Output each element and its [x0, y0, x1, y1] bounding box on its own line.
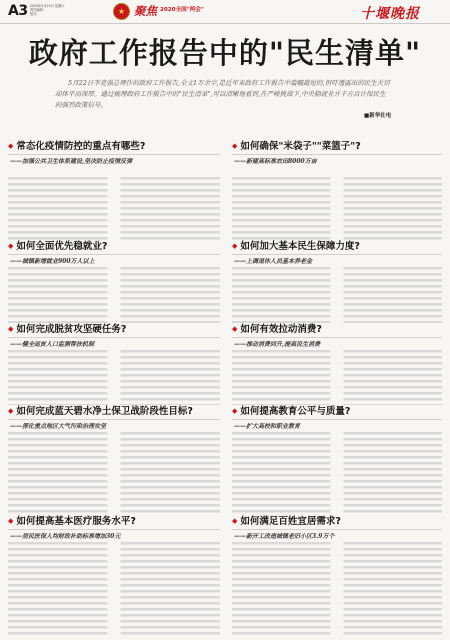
article-consumption [232, 323, 442, 405]
diamond-bullet-icon: ◆ [8, 142, 14, 150]
party-emblem-icon: ★ [113, 3, 130, 20]
article-epidemic-control [8, 140, 220, 240]
article-subtitle: ——加强公共卫生体系建设,坚决防止疫情反弹 [10, 158, 133, 165]
banner-sub: 2020全国"两会" [160, 7, 204, 13]
article-title [232, 515, 442, 528]
article-education [232, 405, 442, 515]
article-title [232, 323, 442, 336]
article-title [8, 140, 220, 153]
title-rule [232, 254, 442, 255]
page-code: A3 [8, 3, 28, 19]
newspaper-logo: 十堰晚报 [360, 6, 420, 22]
title-rule [8, 529, 220, 530]
article-title-text: 如何完成脱贫攻坚硬任务? [16, 324, 127, 335]
article-title-text: 如何满足百姓宜居需求? [240, 516, 341, 527]
title-rule [8, 154, 220, 155]
article-title-text: 如何提高基本医疗服务水平? [16, 516, 136, 527]
article-food-supply [232, 140, 442, 240]
title-rule [8, 337, 220, 338]
article-body-text [8, 177, 220, 240]
article-title-text: 如何有效拉动消费? [240, 324, 322, 335]
diamond-bullet-icon: ◆ [232, 242, 238, 250]
article-subtitle: ——推动消费回升,提高民生消费 [234, 341, 321, 348]
diamond-bullet-icon: ◆ [8, 407, 14, 415]
title-rule [8, 254, 220, 255]
article-subtitle: ——扩大高校和职业教育 [234, 423, 301, 430]
page-headline: 政府工作报告中的"民生清单" [28, 36, 422, 70]
banner-main: 聚焦 [134, 4, 157, 18]
article-subtitle: ——居民医保人均财政补助标准增加30元 [10, 533, 121, 540]
article-body-text [232, 267, 442, 323]
lead-paragraph: 5月22日李克强总理作的政府工作报告,全文1万余字,是近年来政府工作报告中篇幅最短的,但吁透露出的民生关切却体平而深厚。通过梳理政府工作报告中的"民生清单",可以清晰地看到,在严峻挑战下,中央稳就业并千方百计保民生的强烈政策信号。 [55, 79, 390, 109]
article-title [8, 405, 220, 418]
article-body-text [232, 350, 442, 405]
article-title [8, 515, 220, 528]
article-body-text [232, 542, 442, 635]
article-employment [8, 240, 220, 323]
diamond-bullet-icon: ◆ [232, 142, 238, 150]
article-body-text [8, 432, 220, 515]
layout-line: 版式: [30, 12, 38, 17]
article-poverty [8, 323, 220, 405]
title-rule [232, 337, 442, 338]
article-title-text: 如何提高教育公平与质量? [240, 406, 351, 417]
article-title [8, 323, 220, 336]
article-subtitle: ——深化重点地区大气污染治理攻坚 [10, 423, 107, 430]
article-body-text [232, 432, 442, 515]
article-body-text [8, 267, 220, 323]
diamond-bullet-icon: ◆ [232, 325, 238, 333]
editor-line: 责任编辑: [30, 8, 44, 13]
article-title [232, 405, 442, 418]
article-subtitle: ——健全返贫人口监测帮扶机制 [10, 341, 95, 348]
diamond-bullet-icon: ◆ [8, 325, 14, 333]
title-rule [232, 154, 442, 155]
article-title [232, 240, 442, 253]
diamond-bullet-icon: ◆ [232, 517, 238, 525]
article-title-text: 常态化疫情防控的重点有哪些? [16, 141, 146, 152]
title-rule [232, 419, 442, 420]
article-title [8, 240, 220, 253]
article-title [232, 140, 442, 153]
article-body-text [8, 350, 220, 405]
title-rule [8, 419, 220, 420]
article-title-text: 如何完成蓝天碧水净土保卫战阶段性目标? [16, 406, 193, 417]
article-subtitle: ——上调退休人员基本养老金 [234, 258, 313, 265]
article-subtitle: ——城镇新增就业900万人以上 [10, 258, 95, 265]
article-medical [8, 515, 220, 635]
article-title-text: 如何全面优先稳就业? [16, 241, 108, 252]
article-housing [232, 515, 442, 635]
diamond-bullet-icon: ◆ [8, 517, 14, 525]
article-title-text: 如何确保"米袋子""菜篮子"? [240, 141, 361, 152]
article-subtitle: ——新建高标准农田8000万亩 [234, 158, 317, 165]
article-subtitle: ——新开工改造城镇老旧小区3.9万个 [234, 533, 335, 540]
article-environment [8, 405, 220, 515]
diamond-bullet-icon: ◆ [232, 407, 238, 415]
article-body-text [8, 542, 220, 635]
title-rule [232, 529, 442, 530]
date-line: 2020年5月23日 星期六 [30, 4, 65, 8]
article-livelihood-security [232, 240, 442, 323]
byline: ■新华社电 [364, 113, 392, 119]
article-body-text [232, 177, 442, 240]
date-block [30, 4, 96, 17]
article-title-text: 如何加大基本民生保障力度? [240, 241, 360, 252]
diamond-bullet-icon: ◆ [8, 242, 14, 250]
